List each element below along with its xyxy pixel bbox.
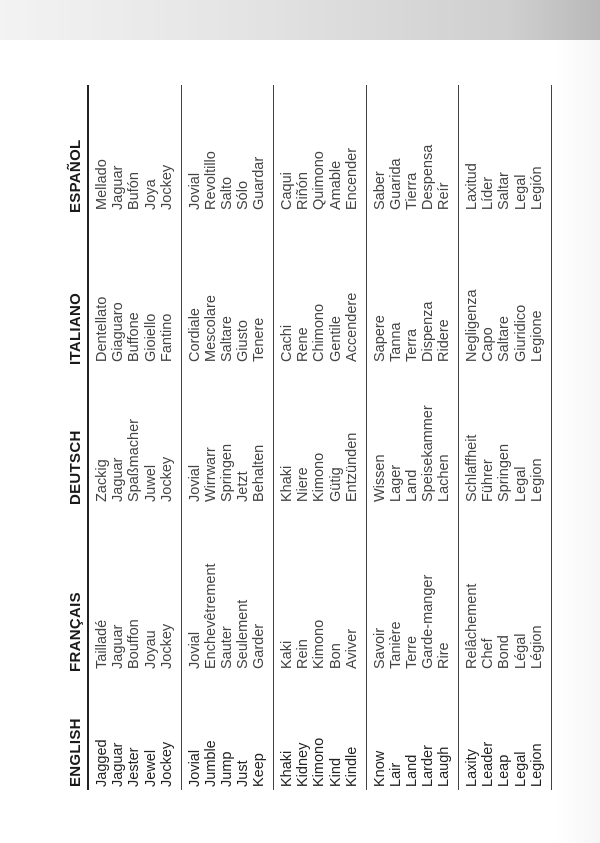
word-cell: Seulement xyxy=(235,599,252,669)
word-cell: Jumble xyxy=(202,740,219,787)
column-german xyxy=(62,387,552,527)
word-cell: Lair xyxy=(387,762,404,787)
column-header-spanish: ESPAÑOL xyxy=(62,85,89,235)
word-cell: Relâchement xyxy=(464,583,480,669)
word-cell: Jewel xyxy=(142,749,159,787)
word-cell: Joyau xyxy=(142,630,159,669)
word-cell: Enchevêtrement xyxy=(202,563,219,669)
word-cell: Khaki xyxy=(279,465,295,502)
word-cell: Kindle xyxy=(343,746,360,787)
word-group xyxy=(459,85,552,235)
word-cell: Jovial xyxy=(186,749,203,787)
word-cell: Terre xyxy=(403,635,420,669)
word-cell: Rene xyxy=(295,327,312,362)
word-cell: Dentellato xyxy=(94,296,110,362)
word-cell: Despensa xyxy=(420,144,437,210)
column-english xyxy=(62,694,552,790)
word-cell: Giusto xyxy=(235,320,252,362)
scan-right-edge xyxy=(556,40,600,843)
word-cell: Riñón xyxy=(295,172,312,210)
word-group xyxy=(274,387,367,527)
word-cell: Larder xyxy=(420,745,437,787)
word-group xyxy=(89,85,182,235)
word-cell: Mellado xyxy=(94,159,110,210)
word-cell: Just xyxy=(235,760,252,787)
word-group xyxy=(367,85,460,235)
word-group xyxy=(459,694,552,790)
word-cell: Jockey xyxy=(158,741,175,787)
word-cell: Sapere xyxy=(371,315,388,362)
word-cell: Legion xyxy=(528,458,545,502)
word-cell: Cachi xyxy=(279,324,295,362)
word-cell: Legal xyxy=(512,466,529,502)
word-cell: Légion xyxy=(528,625,545,669)
word-group xyxy=(274,694,367,790)
word-cell: Revoltillo xyxy=(202,151,219,210)
word-cell: Gütig xyxy=(327,467,344,502)
column-header-italian: ITALIANO xyxy=(62,235,89,387)
word-group xyxy=(89,235,182,387)
word-cell: Guardar xyxy=(251,156,268,210)
word-cell: Jagged xyxy=(94,739,110,787)
word-cell: Rire xyxy=(436,642,453,669)
word-cell: Laugh xyxy=(436,746,453,787)
word-cell: Rein xyxy=(295,639,312,669)
word-cell: Jump xyxy=(218,751,235,787)
word-cell: Líder xyxy=(480,176,497,210)
word-cell: Capo xyxy=(480,327,497,362)
word-group xyxy=(459,235,552,387)
word-cell: Sauter xyxy=(218,626,235,669)
word-cell: Laxity xyxy=(464,749,480,787)
word-cell: Mescolare xyxy=(202,295,219,362)
word-cell: Terra xyxy=(403,328,420,362)
word-cell: Saltar xyxy=(496,172,513,210)
word-cell: Tierra xyxy=(403,172,420,210)
word-cell: Lachen xyxy=(436,454,453,502)
word-cell: Dispenza xyxy=(420,301,437,362)
column-french xyxy=(62,527,552,694)
word-cell: Saltare xyxy=(218,316,235,362)
word-cell: Bufón xyxy=(126,172,143,210)
word-cell: Legal xyxy=(512,174,529,210)
word-cell: Springen xyxy=(218,443,235,502)
word-group xyxy=(89,387,182,527)
word-cell: Jetzt xyxy=(235,471,252,502)
word-group xyxy=(182,235,275,387)
word-cell: Kimono xyxy=(311,737,328,787)
word-cell: Giuridico xyxy=(512,304,529,362)
word-cell: Savoir xyxy=(371,627,388,669)
word-cell: Kimono xyxy=(311,619,328,669)
word-cell: Reír xyxy=(436,182,453,210)
word-cell: Jaguar xyxy=(110,742,127,787)
word-group xyxy=(459,387,552,527)
word-group xyxy=(89,694,182,790)
word-cell: Schlaffheit xyxy=(464,434,480,502)
word-cell: Garde-manger xyxy=(420,574,437,669)
word-group xyxy=(274,235,367,387)
word-cell: Joya xyxy=(142,179,159,210)
word-cell: Légal xyxy=(512,633,529,669)
column-italian xyxy=(62,235,552,387)
word-cell: Kimono xyxy=(311,452,328,502)
word-cell: Leader xyxy=(480,741,497,787)
word-group xyxy=(89,527,182,694)
word-cell: Amable xyxy=(327,160,344,210)
word-group xyxy=(367,387,460,527)
word-cell: Jovial xyxy=(186,172,203,210)
word-cell: Tanna xyxy=(387,322,404,362)
word-cell: Jockey xyxy=(158,164,175,210)
word-group xyxy=(182,694,275,790)
word-group xyxy=(182,387,275,527)
word-group xyxy=(182,85,275,235)
column-spanish xyxy=(62,85,552,235)
word-cell: Kaki xyxy=(279,640,295,669)
word-cell: Behalten xyxy=(251,444,268,502)
word-cell: Encender xyxy=(343,147,360,210)
word-cell: Spaßmacher xyxy=(126,418,143,502)
word-group xyxy=(182,527,275,694)
word-cell: Chef xyxy=(480,638,497,669)
word-cell: Tailladé xyxy=(94,619,110,669)
word-cell: Legal xyxy=(512,751,529,787)
word-cell: Juwel xyxy=(142,464,159,502)
word-cell: Niere xyxy=(295,467,312,502)
word-cell: Tenere xyxy=(251,317,268,362)
word-cell: Gentile xyxy=(327,316,344,362)
scan-top-shadow xyxy=(0,0,600,40)
column-header-german: DEUTSCH xyxy=(62,387,89,527)
word-cell: Jaguar xyxy=(110,624,127,669)
word-cell: Legion xyxy=(528,743,545,787)
word-cell: Wirrwarr xyxy=(202,447,219,502)
word-cell: Ridere xyxy=(436,319,453,362)
word-cell: Keep xyxy=(251,753,268,787)
word-cell: Führer xyxy=(480,459,497,502)
word-group xyxy=(367,527,460,694)
word-cell: Chimono xyxy=(311,303,328,362)
word-cell: Legión xyxy=(528,166,545,210)
word-cell: Giaguaro xyxy=(110,302,127,362)
word-cell: Buffone xyxy=(126,312,143,362)
word-cell: Leap xyxy=(496,754,513,787)
word-cell: Quimono xyxy=(311,151,328,210)
word-cell: Kidney xyxy=(295,742,312,787)
word-cell: Land xyxy=(403,754,420,787)
word-cell: Caqui xyxy=(279,172,295,210)
word-group xyxy=(367,694,460,790)
word-cell: Jovial xyxy=(186,464,203,502)
word-cell: Land xyxy=(403,469,420,502)
column-header-french: FRANÇAIS xyxy=(62,527,89,694)
word-cell: Aviver xyxy=(343,628,360,669)
word-cell: Tanière xyxy=(387,621,404,669)
word-cell: Bouffon xyxy=(126,619,143,669)
word-cell: Legione xyxy=(528,310,545,362)
word-cell: Negligenza xyxy=(464,289,480,362)
word-cell: Fantino xyxy=(158,313,175,362)
word-cell: Entzünden xyxy=(343,432,360,502)
word-group xyxy=(274,527,367,694)
word-cell: Zackig xyxy=(94,459,110,502)
word-cell: Laxitud xyxy=(464,163,480,210)
word-cell: Lager xyxy=(387,464,404,502)
column-header-english: ENGLISH xyxy=(62,694,89,790)
word-cell: Saber xyxy=(371,171,388,210)
dictionary-table xyxy=(62,85,552,790)
word-cell: Jovial xyxy=(186,631,203,669)
word-cell: Cordiale xyxy=(186,308,203,362)
word-cell: Guarida xyxy=(387,158,404,210)
word-cell: Salto xyxy=(218,176,235,210)
word-cell: Gioiello xyxy=(142,313,159,362)
word-cell: Jester xyxy=(126,747,143,787)
word-cell: Bon xyxy=(327,643,344,669)
word-cell: Bond xyxy=(496,635,513,669)
word-cell: Jaguar xyxy=(110,457,127,502)
word-cell: Jockey xyxy=(158,456,175,502)
word-cell: Sólo xyxy=(235,180,252,210)
word-group xyxy=(274,85,367,235)
word-cell: Kind xyxy=(327,757,344,787)
word-cell: Jockey xyxy=(158,623,175,669)
word-cell: Speisekammer xyxy=(420,405,437,502)
word-cell: Khaki xyxy=(279,750,295,787)
word-cell: Accendere xyxy=(343,292,360,362)
word-cell: Know xyxy=(371,750,388,787)
word-cell: Jaguar xyxy=(110,165,127,210)
word-cell: Saltare xyxy=(496,316,513,362)
word-cell: Garder xyxy=(251,623,268,669)
word-cell: Springen xyxy=(496,443,513,502)
word-cell: Wissen xyxy=(371,454,388,502)
word-group xyxy=(459,527,552,694)
word-group xyxy=(367,235,460,387)
